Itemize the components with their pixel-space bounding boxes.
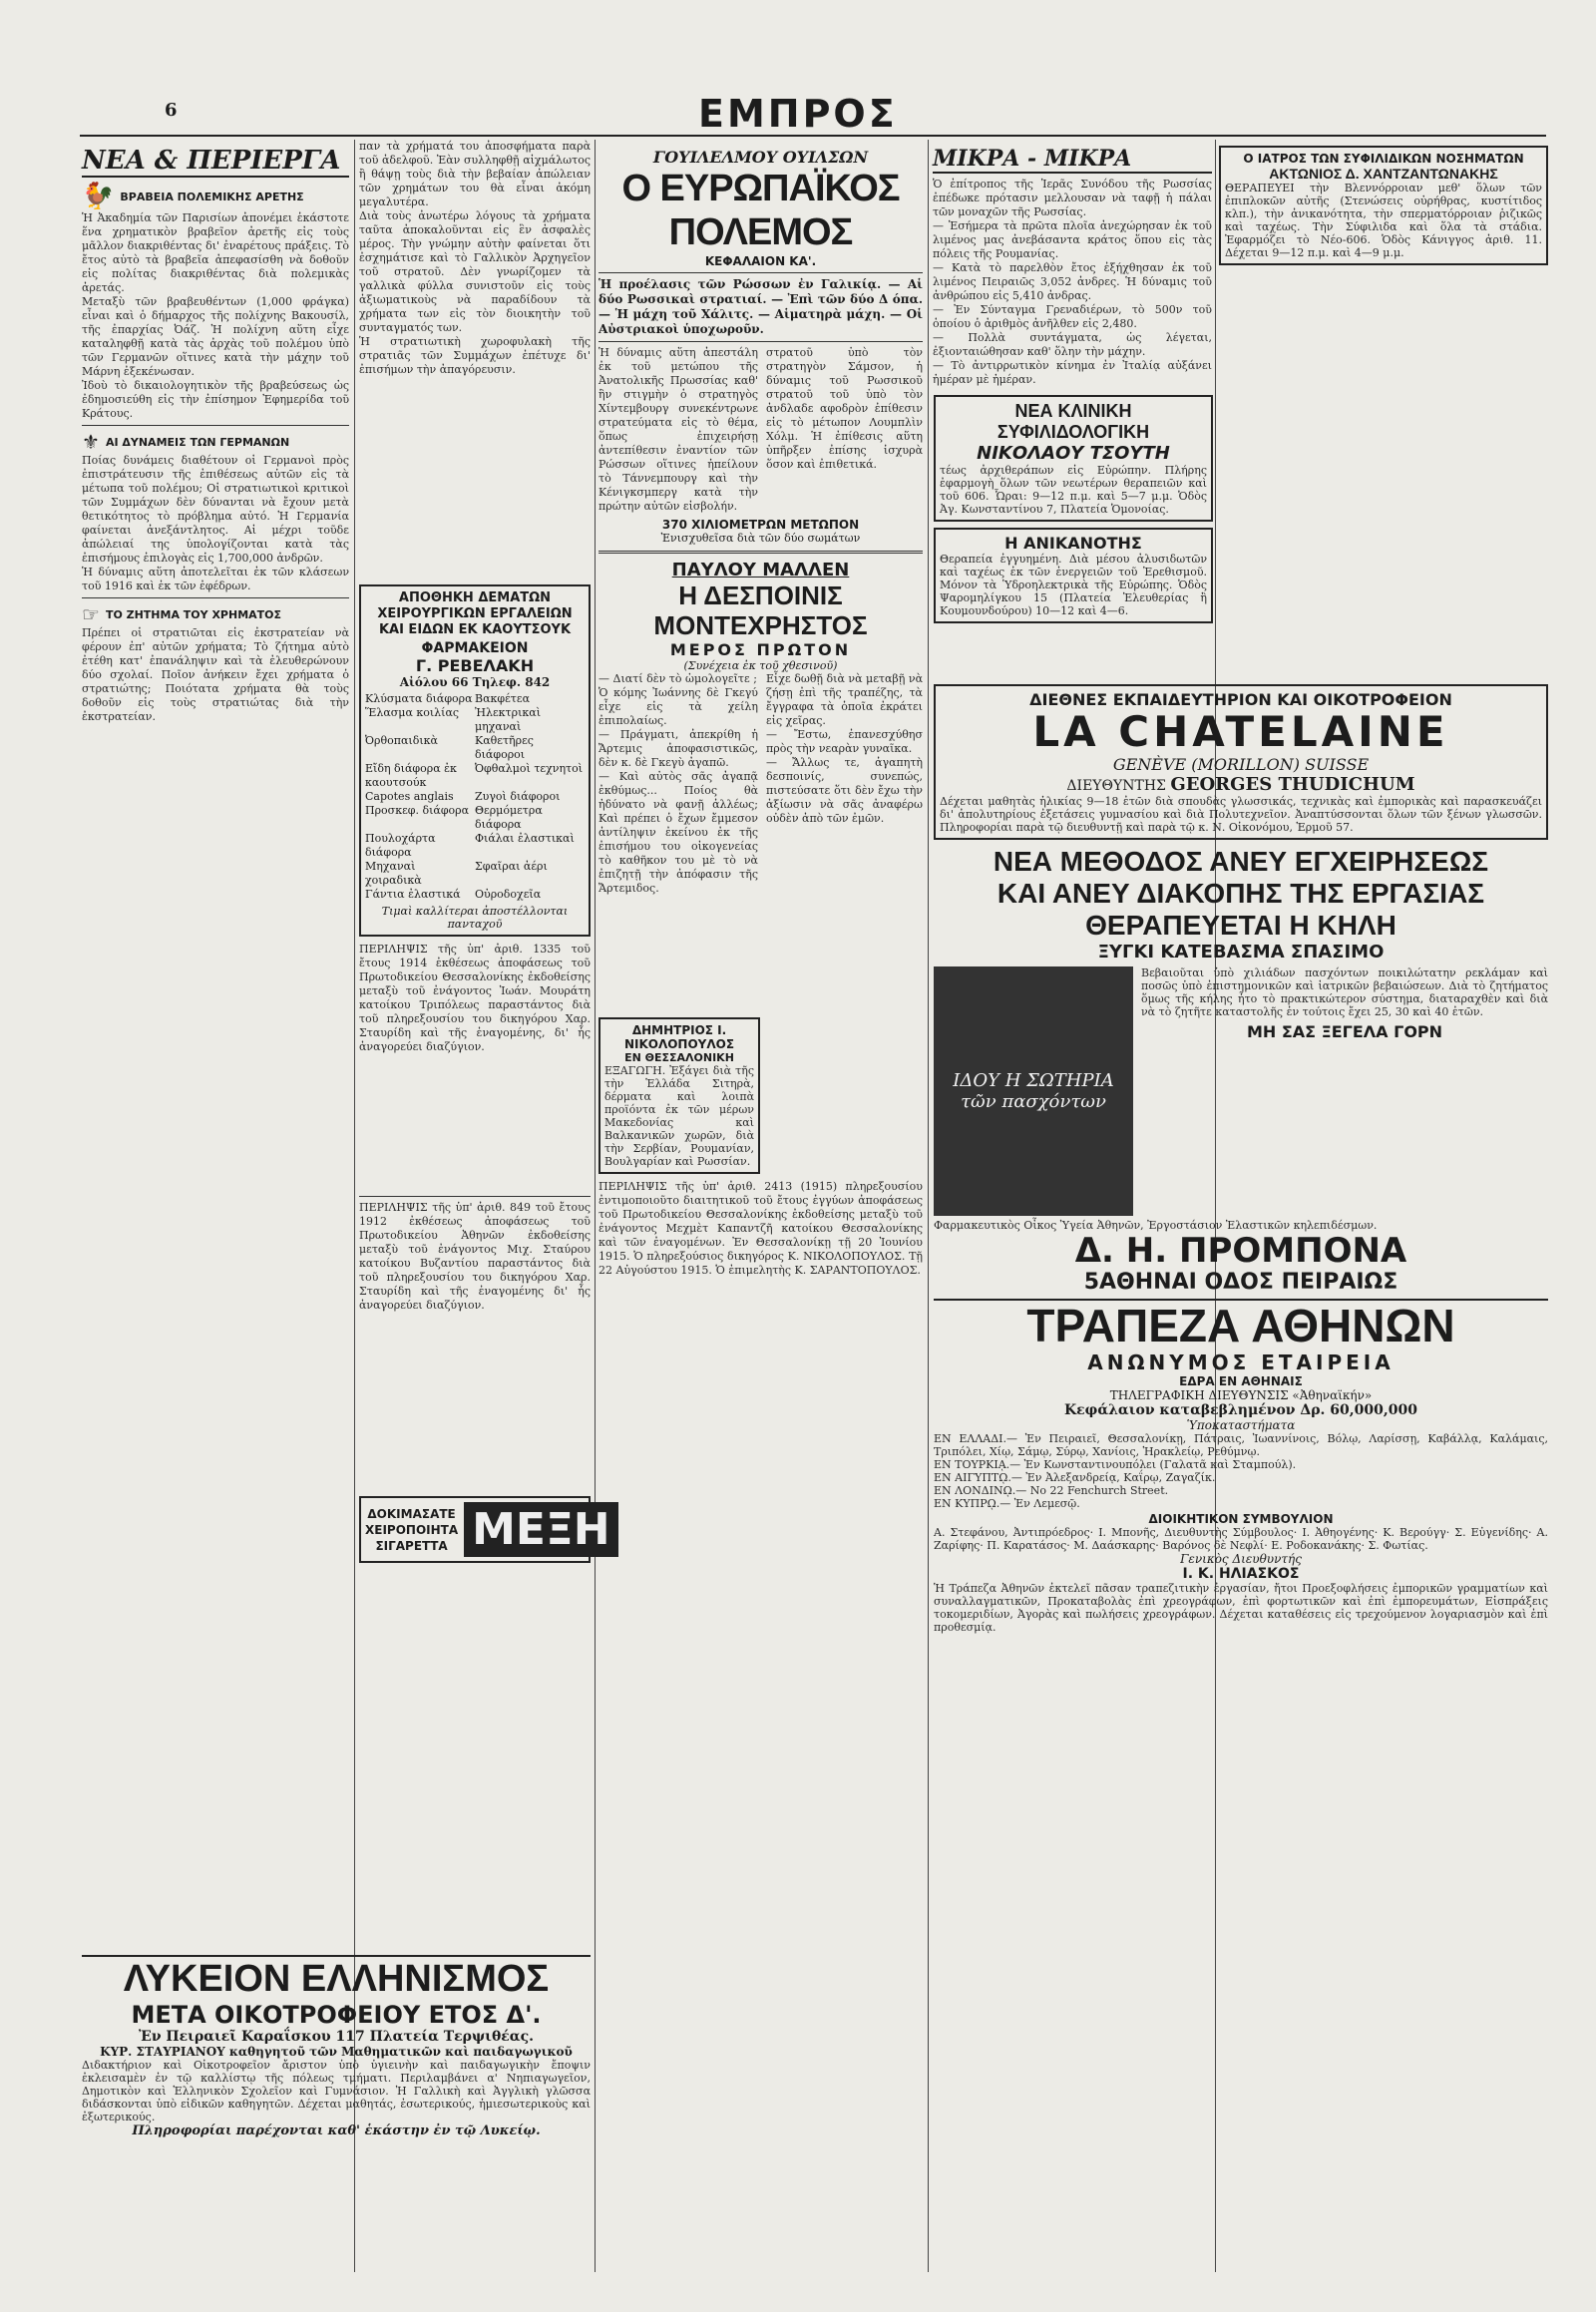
- bank-branch: ΕΝ ΤΟΥΡΚΙᾼ.— Ἐν Κωνσταντινουπόλει (Γαλατᾶ καὶ Σταμπούλ).: [934, 1458, 1297, 1471]
- column-rule: [595, 140, 596, 2272]
- hand-icon: ☞: [82, 602, 100, 626]
- serial-author: ΠΑΥΛΟΥ ΜΑΛΛΕΝ: [671, 560, 850, 580]
- legal-notice: ΠΕΡΙΛΗΨΙΣ τῆς ὑπ' ἀριθ. 849 τοῦ ἔτους 1912 ἐκθέσεως ἀποφάσεως τοῦ Πρωτοδικείου Ἀθηνῶν ἐκδοθείσης μεταξὺ τοῦ ἐνάγοντος Μιχ. Σταύρου κατοίκου Βυζαντίου παραστάντος διὰ τοῦ πληρεξουσίου του δικηγόρου Χαρ. Σταυρίδη καὶ τῆς ἐναγομένης δι' ἧς ἀναγορεύει διαζύγιον.: [359, 1201, 591, 1312]
- ad-item: Ζυγοὶ διάφοροι: [475, 790, 561, 803]
- bank-subtitle: ΑΝΩΝΥΜΟΣ ΕΤΑΙΡΕΙΑ: [1087, 1350, 1395, 1374]
- ad-name: Γ. ΡΕΒΕΛΑΚΗ: [415, 656, 535, 675]
- bank-telegraph: ΤΗΛΕΓΡΑΦΙΚΗ ΔΙΕΥΘΥΝΣΙΣ «Ἀθηναϊκήν»: [1109, 1388, 1373, 1402]
- ad-title: ΚΑΙ ΑΝΕΥ ΔΙΑΚΟΠΗΣ ΤΗΣ ΕΡΓΑΣΙΑΣ: [997, 878, 1485, 909]
- bank-branches-label: Ὑποκαταστήματα: [1186, 1418, 1296, 1432]
- bank-gm-label: Γενικὸς Διευθυντής: [1180, 1552, 1302, 1566]
- ad-director: GEORGES THUDICHUM: [1170, 774, 1415, 795]
- ad-callout: ΜΗ ΣΑΣ ΞΕΓΕΛΑ ΓΟΡΝ: [1246, 1022, 1443, 1041]
- ad-director-label: ΔΙΕΥΘΥΝΤΗΣ: [1066, 778, 1166, 794]
- article-body: παν τὰ χρήματά του ἀποσφήματα παρὰ τοῦ ἀδελφοῦ. Ἐὰν συλληφθῇ αἰχμάλωτος ἢ θάψῃ τοὺς διὰ τὴν βεβαίαν ἀπώλειαν τῶν χρημάτων του θὰ εἶναι ἀκόμη μεγαλυτέρα. Διὰ τοὺς ἀνωτέρω λόγους τὰ χρήματα ταῦτα ἀποκαλοῦνται εἰς ἓν ἀσφαλὲς μέρος. Τὴν γνώμην αὐτὴν φαίνεται ὅτι ἐσχημάτισε καὶ τὸ Γαλλικὸν Ἀρχηγεῖον τοῦ στρατοῦ. Δὲν γνωρίζομεν τὰ γαλλικὰ φύλλα συνιστοῦν εἰς τοὺς ἀξιωματικοὺς νὰ παραδίδουν τὰ χρήματα των εἰς τὸν διοικητὴν τοῦ συνταγματός των. Ἡ στρατιωτικὴ χωροφυλακὴ τῆς στρατιᾶς τῶν Συμμάχων ἐπέτυχε δι' ἐπισήμων τὴν ἀπαγόρευσιν.: [359, 140, 591, 376]
- ad-item: Ἠλεκτρικαὶ μηχαναὶ: [475, 706, 542, 733]
- article-body: Ἡ δύναμις αὕτη ἀπεστάλη ἐκ τοῦ μετώπου τῆς Ἀνατολικῆς Πρωσσίας καθ' ἣν στιγμὴν ὁ στρατηγὸς Χίντεμβουργ συνεκέντρωνε στρατεύματα εἰς τὸ θέμα, ὅπως ἐπιχειρήσῃ ἀντεπίθεσιν ἐναντίον τῶν Ρώσσων οἵτινες ἠπείλουν τὸ Τάννεμπουργ καὶ τὴν Κένιγκσμπεργ κατὰ τὴν πρώτην αὐτῶν εἰσβολήν.: [598, 346, 758, 513]
- ad-title: ΝΕΑ ΜΕΘΟΔΟΣ ΑΝΕΥ ΕΓΧΕΙΡΗΣΕΩΣ: [993, 846, 1489, 877]
- truss-illustration: ΙΔΟΥ Η ΣΩΤΗΡΙΑ τῶν πασχόντων: [934, 966, 1133, 1216]
- ad-text: Θεραπεία ἐγγυημένη. Διὰ μέσου ἀλυσιδωτῶν καὶ ταχέως ἐκ τῶν ἐνεργειῶν τοῦ Ἐρεθισμοῦ. Μόνον τὰ Ὑδροηλεκτρικὰ τῆς Εὐρώπης. Ὁδὸς Ψαρομηλίγκου 15 (Πλατεία Ἐλευθερίας ἢ Κουμουνδούρου) 10—12 καὶ 4—6.: [940, 553, 1207, 617]
- bank-branch: ΕΝ ΚΥΠΡῼ.— Ἐν Λεμεσῷ.: [934, 1497, 1080, 1510]
- ad-item: Ὀφθαλμοὶ τεχνητοὶ: [475, 762, 584, 775]
- ad-item: Θερμόμετρα διάφορα: [475, 804, 543, 831]
- ad-item: Πουλοχάρτα διάφορα: [365, 832, 436, 859]
- serial-body: Εἶχε δωθῇ διὰ νὰ μεταβῇ νὰ ζήσῃ ἐπὶ τῆς τραπέζης, τὰ ἔγγραφα τὰ ὁποῖα ἐκράτει εἰς χεῖρας. — Ἔστω, ἐπανεσχύθησ πρὸς τὴν νεαρὰν γυναῖκα. — Ἄλλως τε, ἀγαπητὴ δεσποινίς, συνεπώς, πιστεύσατε ὅτι δὲν ἔχω τὴν ἀξίωσιν νὰ σᾶς ἀναφέρω οὐδὲν ἀπὸ τῶν ἐμῶν.: [766, 672, 923, 825]
- legal-notice: ΠΕΡΙΛΗΨΙΣ τῆς ὑπ' ἀριθ. 1335 τοῦ ἔτους 1914 ἐκθέσεως ἀποφάσεως τοῦ Πρωτοδικείου Θεσσαλονίκης ἐκδοθείσης μεταξὺ τοῦ ἐνάγοντος Ἰωάν. Μουράτη κατοίκου Τριπόλεως παραστάντος διὰ τοῦ πληρεξουσίου του δικηγόρου Χαρ. Σταυρίδη καὶ τῆς ἐναγομένης, δι' ἧς ἀναγορεύει διαζύγιον.: [359, 943, 591, 1053]
- ad-item: Προσκεφ. διάφορα: [365, 804, 470, 817]
- exporter-ad: [598, 1017, 760, 1174]
- bank-branch: ΕΝ ΑΙΓΥΠΤῼ.— Ἐν Ἀλεξανδρείᾳ, Καΐρῳ, Ζαγαζίκ.: [934, 1471, 1216, 1484]
- cigarette-ad: [359, 1496, 610, 1563]
- ad-text: Διδακτήριον καὶ Οἰκοτροφεῖον ἄριστον ὑπὸ ὑγιεινὴν καὶ παιδαγωγικὴν ἔποψιν ἐκλεισαμὲν ἐν τῷ καλλίστῳ τῆς πόλεως τμήματι. Περιλαμβάνει α' Νηπιαγωγεῖον, Δημοτικὸν καὶ Ἑλληνικὸν Σχολεῖον καὶ Γυμνάσιον. Ἡ Γαλλικὴ καὶ Ἀγγλικὴ γλῶσσα διδάσκονται ὑπὸ εἰδικῶν καθηγητῶν. Δέχεται μαθητάς, ἐσωτερικούς, ἡμιεσωτερικοὺς καὶ ἐξωτερικούς.: [82, 2059, 591, 2123]
- section-title: ΝΕΑ & ΠΕΡΙΕΡΓΑ: [82, 146, 349, 178]
- bank-capital: Δρ. 60,000,000: [1300, 1402, 1417, 1418]
- hernia-ad: [934, 846, 1548, 1295]
- ad-subtitle: ΜΕΤΑ ΟΙΚΟΤΡΟΦΕΙΟΥ ΕΤΟΣ Δ'.: [131, 2001, 542, 2029]
- legal-notice: ΠΕΡΙΛΗΨΙΣ τῆς ὑπ' ἀριθ. 2413 (1915) πληρεξουσίου ἐντιμοποιοῦτο διαιτητικοῦ τοῦ ἔτους ἐγγύων ἀποφάσεως τοῦ Πρωτοδικείου Θεσσαλονίκης ἐκδοθείσης μεταξὺ τοῦ ἐνάγοντος Μεχμὲτ Καπαντζῆ κατοίκου Θεσσαλονίκης καὶ τῶν ἐναγομένων. Ἐν Θεσσαλονίκῃ τῇ 20 Ἰουνίου 1915. Ὁ πληρεξούσιος δικηγόρος Κ. ΝΙΚΟΛΟΠΟΥΛΟΣ. Τῇ 22 Αὐγούστου 1915. Ὁ ἐπιμελητὴς Κ. ΣΑΡΑΝΤΟΠΟΥΛΟΣ.: [598, 1180, 923, 1277]
- divider: [82, 425, 349, 426]
- column-3: [598, 140, 923, 2272]
- doctor-ad: [1219, 146, 1548, 265]
- serial-continued: (Συνέχεια ἐκ τοῦ χθεσινοῦ): [683, 659, 838, 672]
- page-number: 6: [165, 100, 178, 121]
- article-body: Ποίας δυνάμεις διαθέτουν οἱ Γερμανοὶ πρὸς ἐπιστράτευσιν τῆς ἐπιθέσεως αὐτῶν εἰς τὰ μέτωπα τοῦ πολέμου; Οἱ στρατιωτικοὶ κριτικοὶ τῶν Συμμάχων δὲν δύνανται νὰ ἔχουν μετὰ θετικότητος τὸ πρόβλημα αὐτό. Ἡ Γερμανία φαίνεται ἀνεξάντλητος. Αἱ μέχρι τοῦδε ἀπώλειαί της ὑπολογίζονται κατὰ τὰς ἐπισήμους ἐπιλογὰς εἰς 1,700,000 ἀνδρῶν. Ἡ δύναμις αὕτη ἀποτελεῖται ἐκ τῶν κλάσεων τοῦ 1916 καὶ ἐκ τῶν ἐφέδρων.: [82, 454, 349, 592]
- crest-icon: ⚜: [82, 430, 100, 454]
- article-deck: Ἡ προέλασις τῶν Ρώσσων ἐν Γαλικίᾳ. — Αἱ δύο Ρωσσικαὶ στρατιαί. — Ἐπὶ τῶν δύο Δ όπα. — Ἡ μάχη τοῦ Χάλιτς. — Αἱματηρὰ μάχη. — Οἱ Αὐστριακοὶ ὑποχωροῦν.: [598, 277, 923, 336]
- ad-item-list: [365, 692, 585, 902]
- ad-text: Δέχεται μαθητὰς ἡλικίας 9—18 ἐτῶν διὰ σπουδὰς γλωσσικάς, τεχνικὰς καὶ ἐμπορικὰς καὶ παρασκευάζει δι' ἀπολυτηρίους ἐξετάσεις γυμνασίου καὶ διὰ Πολυτεχνεῖον. Ἀναπτύσσονται ὅλων τῶν ξένων γλωσσῶν. Πληροφορίαι παρὰ τῷ διευθυντῇ καὶ παρὰ τῷ κ. Ν. Οἰκονόμου, Ἑρμοῦ 57.: [940, 795, 1542, 834]
- ad-title: ΑΠΟΘΗΚΗ ΔΕΜΑΤΩΝ ΧΕΙΡΟΥΡΓΙΚΩΝ ΕΡΓΑΛΕΙΩΝ ΚΑΙ ΕΙΔΩΝ ΕΚ ΚΑΟΥΤΣΟΥΚ: [377, 590, 573, 637]
- ad-item: Μηχαναὶ χοιραδικὰ: [365, 860, 422, 887]
- ad-item: Ἕλασμα κοιλίας: [365, 706, 460, 719]
- serial-body: — Διατί δὲν τὸ ὡμολογεῖτε ; Ὁ κόμης Ἰωάννης δὲ Γκεγύ εἶχε εἰς τὰ χείλη ἐπιπολαίως. — Πράγματι, ἀπεκρίθη ἡ Ἄρτεμις ἀποφασιστικῶς, δὲν κ. δὲ Γκεγὺ ἀγαπῶ. — Καὶ αὐτὸς σᾶς ἀγαπᾷ ἐκθύμως... Ποίος θὰ ἠδύνατο νὰ φανῇ ἀλλέως; Καὶ πρέπει ὁ ἔχων ἔμμεσον ἀντίληψιν ἐκείνου ἐκ τῆς ἐπισήμου του οἰκογενείας τὸ καθῆκον του μὲ τὸ νὰ ἐπιζητῇ τὴν ἀπόφασιν τῆς Ἄρτεμιδος.: [598, 672, 758, 895]
- article-body: στρατοῦ ὑπὸ τὸν στρατηγὸν Σάμσον, ἡ δύναμις τοῦ Ρωσσικοῦ στρατοῦ τοῦ ὑπὸ τὸν ἀνδλαδε αφοδρὸν ἐπίθεσιν εἰς τὸ μέτωπον Λουμπλὶν Χόλμ. Ἡ ἐπίθεσις αὕτη ὑπῆρξεν ἐπίσης ἰσχυρὰ ὅσον καὶ ἐπιθετικά.: [766, 346, 923, 471]
- top-rule: [80, 135, 1546, 137]
- divider: [598, 272, 923, 273]
- ad-text: Βεβαιοῦται ὑπὸ χιλιάδων πασχόντων ποικιλώτατην ρεκλάμαν καὶ ποσῶς ὑπὸ ἐπιστημονικῶν καὶ ἰατρικῶν βεβαιώσεων. Διὰ τὸ ζητήματος ὅμως τῆς κήλης ἦτο τὸ πρακτικώτερον σύστημα, διαταραχθὲν καὶ διὰ νὰ τὸ ζητῆτε καταστολῆς ἐν τούτοις ἔχει 25, 30 καὶ 40 ἐτῶν.: [1141, 966, 1548, 1018]
- lykeion-ad: [82, 1955, 591, 2138]
- column-rule: [354, 140, 355, 2272]
- ad-brand: ΜΕΞΗ: [464, 1502, 617, 1557]
- ad-footer: Φαρμακευτικὸς Οἶκος Ὑγεία Ἀθηνῶν, Ἐργοστάσιον Ἐλαστικῶν κηλεπιδέσμων.: [934, 1219, 1378, 1232]
- ad-address: Ἐν Πειραιεῖ Καραΐσκου 117 Πλατεία Τερψιθέας.: [139, 2029, 534, 2045]
- article-body: Πρέπει οἱ στρατιῶται εἰς ἐκστρατείαν νὰ φέρουν ἐπ' αὐτῶν χρήματα; Τὸ ζήτημα αὐτὸ ἐτέθη κατ' ἐπανάληψιν καὶ τὰ ἐλευθερώνουν δύο σχολαί. Ποῖον ἀνήκειν ἔχει χρήματα ὁ στρατιώτης; Ποιότατα χρήματα θὰ τοὺς δοθοῦν εἰς τοὺς στρατιώτας διὰ τὴν ἐκστρατείαν.: [82, 626, 349, 723]
- bank-board: Α. Στεφάνου, Ἀντιπρόεδρος· Ι. Μπονῆς, Διευθυντὴς Σύμβουλος· Ι. Ἀθηογένης· Κ. Βερούγγ· Σ. Εὐγενίδης· Α. Ζαρίφης· Π. Καρατάσος· Μ. Δαάσκαρης· Βαρόνος δὲ Νεφλί· Ε. Ροδοκανάκης· Σ. Φωτίας.: [934, 1526, 1548, 1552]
- ad-address: Αἰόλου 66 Τηλεφ. 842: [399, 675, 551, 689]
- ad-title: ΔΙΕΘΝΕΣ ΕΚΠΑΙΔΕΥΤΗΡΙΟΝ ΚΑΙ ΟΙΚΟΤΡΟΦΕΙΟΝ: [1029, 690, 1452, 709]
- bank-capital-label: Κεφάλαιον καταβεβλημένον: [1064, 1402, 1296, 1418]
- clinic-ad: [934, 389, 1213, 629]
- ad-subtitle: ΦΑΡΜΑΚΕΙΟΝ: [421, 640, 529, 656]
- divider: [598, 551, 923, 554]
- news-briefs: Ὁ ἐπίτροπος τῆς Ἱερᾶς Συνόδου τῆς Ρωσσίας ἐπέδωκε πρότασιν μελλουσαν νὰ ταφῇ ἡ πάλαι τῶν μοναχῶν τῆς Ρωσσίας. — Ἐσήμερα τὰ πρῶτα πλοῖα ἀνεχώρησαν ἐκ τοῦ λιμένος μας ἀνεβάσαντα κράτος ὅπου εἰς τὰς πόλεις τῆς Ρουμανίας. — Κατὰ τὸ παρελθὸν ἔτος ἐξήχθησαν ἐκ τοῦ λιμένος Πειραιῶς 3,052 ἀνδρες. Ἡ δύναμις τοῦ ἀνθρώπου εἰς 5,410 ἀνδρας. — Ἐν Σύνταγμα Γρεναδιέρων, τὸ 500ν τοῦ ὁποίου ὁ ἀριθμὸς ἀνῆλθεν εἰς 2,480. — Πολλὰ συντάγματα, ὡς λέγεται, ἐξιονταιώθησαν καθ' ὅλην τὴν μάχην. — Τὸ ἀντιρρωτικὸν κίνημα ἐν Ἰταλίᾳ αὐξάνει ἡμέραν μὲ ἡμέραν.: [933, 178, 1212, 386]
- ad-title: ΘΕΡΑΠΕΥΕΤΑΙ Η ΚΗΛΗ: [1085, 910, 1396, 941]
- serial-title: Ο ΕΥΡΩΠΑΪΚΟΣ ΠΟΛΕΜΟΣ: [621, 168, 900, 253]
- ad-subtitle: ΞΥΓΚΙ ΚΑΤΕΒΑΣΜΑ ΣΠΑΣΙΜΟ: [1097, 942, 1385, 963]
- ad-item: Εἴδη διάφορα ἐκ καουτσούκ: [365, 762, 457, 789]
- article-heading: ΤΟ ΖΗΤΗΜΑ ΤΟΥ ΧΡΗΜΑΤΟΣ: [105, 607, 282, 621]
- ad-address: ΑΘΗΝΑΙ ΟΔΟΣ ΠΕΙΡΑΙΩΣ: [1099, 1270, 1398, 1295]
- chatelaine-ad: [934, 684, 1548, 840]
- ad-name: Δ. Η. ΠΡΟΜΠΟΝΑ: [1074, 1231, 1407, 1271]
- ad-name: ΔΗΜΗΤΡΙΟΣ Ι. ΝΙΚΟΛΟΠΟΥΛΟΣ: [623, 1023, 735, 1051]
- ad-item: Βακφέτεα: [475, 692, 530, 705]
- ad-text: ΔΟΚΙΜΑΣΑΤΕ ΧΕΙΡΟΠΟΙΗΤΑ ΣΙΓΑΡΕΤΤΑ: [365, 1506, 459, 1553]
- section-title: ΜΙΚΡΑ - ΜΙΚΡΑ: [933, 146, 1212, 174]
- bank-gm: Ι. Κ. ΗΛΙΑΣΚΟΣ: [1182, 1566, 1300, 1582]
- column-rule: [928, 140, 929, 2272]
- ad-item: Ὀρθοπαιδικὰ: [365, 734, 438, 747]
- ad-location: ΕΝ ΘΕΣΣΑΛΟΝΙΚΗ: [624, 1051, 734, 1064]
- ad-number: 5: [1083, 1270, 1100, 1295]
- ad-text: ΕΞΑΓΩΓΗ. Ἐξάγει διὰ τῆς τὴν Ἑλλάδα Σιτηρὰ, δέρματα καὶ λοιπὰ προϊόντα ἐκ τῶν μέρων Μακεδονίας καὶ Βαλκανικῶν χωρῶν, διὰ τὴν Σερβίαν, Ρουμανίαν, Βουλγαρίαν καὶ Ρωσσίαν.: [604, 1064, 754, 1168]
- subheading: 370 ΧΙΛΙΟΜΕΤΡΩΝ ΜΕΤΩΠΟΝ: [661, 518, 860, 532]
- serial-title: Η ΔΕΣΠΟΙΝΙΣ ΜΟΝΤΕΧΡΗΣΤΟΣ: [653, 580, 868, 640]
- bank-branch: ΕΝ ΛΟΝΔΙΝῼ.— Νο 22 Fenchurch Street.: [934, 1484, 1169, 1497]
- ad-city: GENÈVE (MORILLON) SUISSE: [1112, 755, 1370, 774]
- bank-branch-list: [934, 1432, 1548, 1510]
- ad-text: ΘΕΡΑΠΕΥΕΙ τὴν Βλεννόρροιαν μεθ' ὅλων τῶν ἐπιπλοκῶν αὐτῆς (Στενώσεις οὐρήθρας, κυστίτιδος κλπ.), τὴν ἀνικανότητα, τὴν σπερματόρροιαν ῥιζικῶς καὶ ταχέως. Τὴν Σύφιλιδα καὶ ὅλα τὰ στάδια. Ἐφαρμόζει τὸ Νέο-606. Ὁδὸς Κάνιγγος ἀριθ. 11. Δέχεται 9—12 π.μ. καὶ 4—9 μ.μ.: [1225, 182, 1542, 259]
- ad-item: Capotes anglais: [365, 790, 454, 803]
- rooster-icon: 🐓: [82, 182, 115, 211]
- subheading-note: Ἐνισχυθεῖσα διὰ τῶν δύο σωμάτων: [660, 532, 861, 545]
- serial-author: ΓΟΥΙΛΕΛΜΟΥ ΟΥΙΛΣΩΝ: [652, 148, 869, 167]
- ad-text: τέως ἀρχιθεράπων εἰς Εὐρώπην. Πλήρης ἐφαρμογὴ ὅλων τῶν νεωτέρων θεραπειῶν καὶ τοῦ 606. Ὧραι: 9—12 π.μ. καὶ 5—7 μ.μ. Ὁδὸς Ἀγ. Κωνσταντίνου 7, Πλατεία Ὁμονοίας.: [940, 464, 1207, 516]
- article-heading: ΑΙ ΔΥΝΑΜΕΙΣ ΤΩΝ ΓΕΡΜΑΝΩΝ: [105, 435, 290, 449]
- divider: [359, 1196, 591, 1197]
- bank-seat: ΕΔΡΑ ΕΝ ΑΘΗΝΑΙΣ: [1179, 1374, 1303, 1388]
- serial-part: ΜΕΡΟΣ ΠΡΩΤΟΝ: [669, 640, 852, 659]
- ad-item: Καθετῆρες διάφοροι: [475, 734, 534, 761]
- column-2: [359, 140, 610, 2272]
- ad-item: Κλύσματα διάφορα: [365, 692, 473, 705]
- article-heading: ΒΡΑΒΕΙΑ ΠΟΛΕΜΙΚΗΣ ΑΡΕΤΗΣ: [120, 190, 304, 203]
- ad-name: ΑΚΤΩΝΙΟΣ Δ. ΧΑΝΤΖΑΝΤΩΝΑΚΗΣ: [1269, 166, 1498, 182]
- masthead: ΕΜΠΡΟΣ: [698, 92, 898, 136]
- surgical-supplies-ad: [359, 584, 591, 937]
- ad-name: ΝΙΚΟΛΑΟΥ ΤΣΟΥΤΗ: [977, 443, 1170, 464]
- bank-board-label: ΔΙΟΙΚΗΤΙΚΟΝ ΣΥΜΒΟΥΛΙΟΝ: [1148, 1512, 1334, 1526]
- column-1: [82, 140, 349, 2272]
- ad-item: Γάντια ἐλαστικά: [365, 888, 461, 901]
- ad-footer: Πληροφορίαι παρέχονται καθ' ἑκάστην ἐν τῷ Λυκείῳ.: [132, 2123, 541, 2138]
- ad-title: ΛΥΚΕΙΟΝ ΕΛΛΗΝΙΣΜΟΣ: [123, 1958, 550, 2000]
- ad-director: ΚΥΡ. ΣΤΑΥΡΙΑΝΟΥ καθηγητοῦ τῶν Μαθηματικῶν καὶ παιδαγωγικοῦ: [100, 2045, 573, 2059]
- ad-footer: Τιμαὶ καλλίτεραι ἀποστέλλονται πανταχοῦ: [381, 905, 569, 931]
- ad-title: ΝΕΑ ΚΛΙΝΙΚΗ ΣΥΦΙΛΙΔΟΛΟΓΙΚΗ: [997, 401, 1150, 442]
- bank-text: Ἡ Τράπεζα Ἀθηνῶν ἐκτελεῖ πᾶσαν τραπεζιτικὴν ἐργασίαν, ἤτοι Προεξοφλήσεις ἐμπορικῶν γραμματίων καὶ συναλλαγματικῶν, Προκαταβολὰς ἐπὶ χρεογράφων, ἐπὶ φορτωτικῶν καὶ ἐπὶ ἐμπορευμάτων, Εἰσπράξεις τοκομεριδίων, Ἀγορὰς καὶ πωλήσεις χρεογράφων. Δέχεται καταθέσεις εἰς τρεχούμενον λογαριασμὸν καὶ ἐπὶ προθεσμίᾳ.: [934, 1582, 1548, 1634]
- ad-name: LA CHATELAINE: [1032, 707, 1449, 756]
- ad-item: Οὐροδοχεῖα: [475, 888, 542, 901]
- ad-item: Φιάλαι ἐλαστικαὶ: [475, 832, 575, 845]
- article-body: Ἡ Ἀκαδημία τῶν Παρισίων ἀπονέμει ἑκάστοτε ἕνα χρηματικὸν βραβεῖον ἀρετῆς εἰς τοὺς μᾶλλον διακριθέντας δι' ἐναρέτους πράξεις. Τὸ ἔτος αὐτὸ τὰ βραβεῖα ἀπεφασίσθη νὰ δοθοῦν εἰς πολίτας διακριθέντας διὰ πολεμικὰς ἀρετάς. Μεταξὺ τῶν βραβευθέντων (1,000 φράγκα) εἶναι καὶ ὁ δήμαρχος τῆς πολίχνης Βακουσίλ, τῆς ἐπαρχίας Ὀάζ. Ἡ πολίχνη αὕτη εἶχε καταληφθῇ κατὰ τὰς ἀρχὰς τοῦ πολέμου ὑπὸ τῶν Γερμανῶν οἵτινες κατὰ τὴν μάχην τοῦ Μάρνη ἐξεκένωσαν. Ἰδοὺ τὸ δικαιολογητικὸν τῆς βραβεύσεως ὡς ἐδημοσιεύθη εἰς τὴν ἐπίσημον Ἐφημερίδα τοῦ Κράτους.: [82, 211, 349, 420]
- bank-branch: ΕΝ ΕΛΛΑΔΙ.— Ἐν Πειραιεῖ, Θεσσαλονίκῃ, Πάτραις, Ἰωαννίνοις, Βόλῳ, Λαρίσσῃ, Καβάλλᾳ, Καλάμαις, Τριπόλει, Χίῳ, Σάμῳ, Σύρῳ, Χανίοις, Ἡρακλείῳ, Ρεθύμνῳ.: [934, 1432, 1548, 1458]
- ad-title: Ο ΙΑΤΡΟΣ ΤΩΝ ΣΥΦΙΛΙΔΙΚΩΝ ΝΟΣΗΜΑΤΩΝ: [1243, 152, 1524, 166]
- divider: [598, 341, 923, 342]
- bank-ad: [934, 1299, 1548, 1634]
- right-ad-block: [934, 678, 1548, 1634]
- divider: [82, 597, 349, 598]
- chapter-label: ΚΕΦΑΛΑΙΟΝ ΚΑ'.: [704, 254, 817, 268]
- ad-item: Σφαῖραι ἀέρι: [475, 860, 548, 873]
- bank-title: ΤΡΑΠΕΖΑ ΑΘΗΝΩΝ: [1026, 1300, 1455, 1351]
- ad-title: Η ΑΝΙΚΑΝΟΤΗΣ: [1004, 534, 1142, 553]
